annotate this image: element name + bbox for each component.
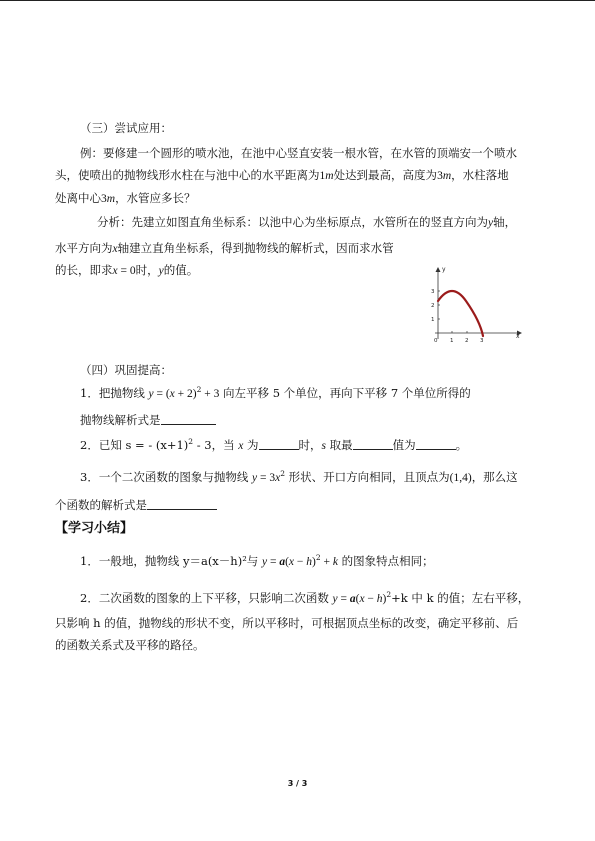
y-tick-label-3: 3 xyxy=(431,289,435,295)
example-line-3: 处离中心3m，水管应多长？ xyxy=(55,191,196,205)
y-tick-label-1: 1 xyxy=(431,317,435,323)
answer-blank-2b[interactable] xyxy=(353,438,393,450)
y-tick-label-2: 2 xyxy=(431,303,435,309)
x-tick-label-3: 3 xyxy=(480,338,484,344)
question-3-line-2: 个函数的解析式是 xyxy=(55,497,217,513)
summary-point-2-line-3: 的函数关系式及平移的路径。 xyxy=(55,638,205,652)
summary-point-1: 1．一般地，抛物线 y＝a(x－h)²与 $y = a(x - h)^2 + k$ 的图象特点相同； xyxy=(80,553,434,568)
question-2: 2．已知 s = - $(x+1)^2 - 3$，当 x 为 时，s 取最 值为 。 xyxy=(80,437,468,452)
analysis-line-3: 的长，即求x = 0时，y的值。 xyxy=(55,263,199,277)
summary-point-2-line-2: 只影响 h 的值，抛物线的形状不变，所以平移时，可根据顶点坐标的改变，确定平移前、后 xyxy=(55,616,519,630)
question-3-line-1: 3．一个二次函数的图象与抛物线 $y = 3x^2$ 形状、开口方向相同，且顶点为(1,4)，那么这 xyxy=(80,469,518,484)
analysis-line-1: 分析：先建立如图直角坐标系：以池中心为坐标原点，水管所在的竖直方向为y轴， xyxy=(97,215,517,229)
answer-blank-2c[interactable] xyxy=(416,438,456,450)
x-tick-label-2: 2 xyxy=(465,338,469,344)
x-axis-label: x xyxy=(516,333,520,340)
summary-point-2-line-1: 2．二次函数的图象的上下平移，只影响二次函数 $y = a(x - h)^2+k$ 中 k 的值；左右平移， xyxy=(80,590,530,605)
example-line-2: 头，使喷出的抛物线形水柱在与池中心的水平距离为1m处达到最高，高度为3m，水柱落地 xyxy=(55,168,509,182)
summary-heading: 【学习小结】 xyxy=(55,521,134,536)
x-tick-label-0: 0 xyxy=(434,338,438,344)
x-tick-label-1: 1 xyxy=(450,338,454,344)
parabola-figure xyxy=(425,263,525,345)
answer-blank-2a[interactable] xyxy=(259,438,299,450)
y-axis-arrow xyxy=(436,267,441,272)
parabola-curve xyxy=(438,291,483,336)
section4-title: （四）巩固提高： xyxy=(80,363,172,377)
y-axis-label: y xyxy=(442,266,446,273)
section3-title: （三）尝试应用： xyxy=(80,121,172,135)
page-top-border xyxy=(0,0,595,1)
analysis-line-2: 水平方向为x轴建立直角坐标系，得到抛物线的解析式，因而求水管 xyxy=(55,241,394,255)
question-1-line-1: 1．把抛物线 $y = (x + 2)^2 + 3$ 向左平移 5 个单位，再向下平移 7 个单位所得的 xyxy=(80,385,471,400)
page-number: 3 / 3 xyxy=(287,779,308,788)
example-line-1: 例：要修建一个圆形的喷水池，在池中心竖直安装一根水管，在水管的顶端安一个喷水 xyxy=(80,146,517,160)
answer-blank-3[interactable] xyxy=(147,498,217,510)
question-1-line-2: 抛物线解析式是 xyxy=(80,412,216,428)
answer-blank-1[interactable] xyxy=(161,413,216,425)
